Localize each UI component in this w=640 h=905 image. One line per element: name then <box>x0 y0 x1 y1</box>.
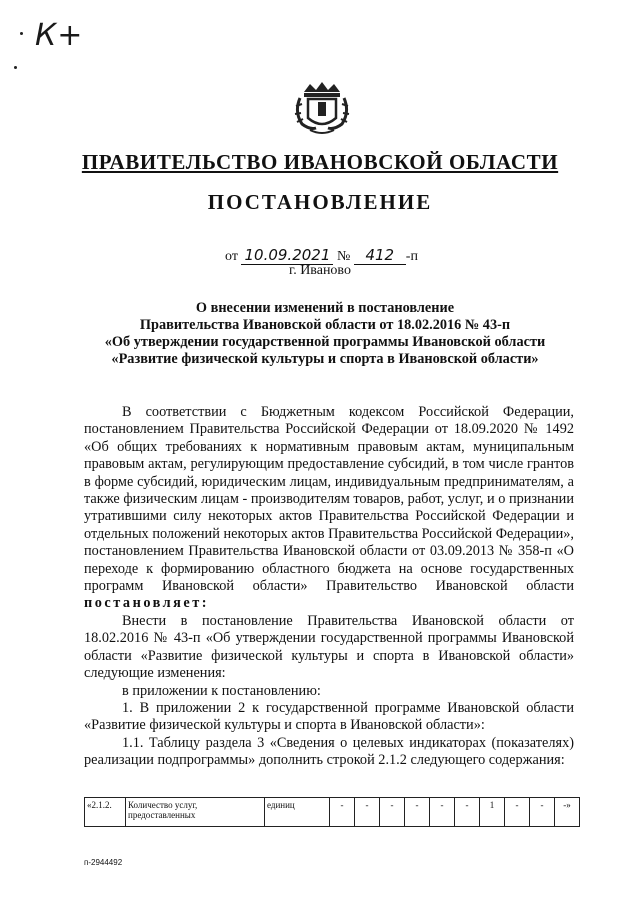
city: г. Иваново <box>289 263 351 278</box>
resolution-word: постановляет: <box>84 595 210 612</box>
paragraph: в приложении к постановлению: <box>122 682 321 699</box>
handwritten-mark: К+ <box>35 18 84 53</box>
number-label: № <box>336 249 351 264</box>
subject-line: Правительства Ивановской области от 18.02.2016 № 43-п <box>139 317 511 333</box>
government-title: ПРАВИТЕЛЬСТВО ИВАНОВСКОЙ ОБЛАСТИ <box>81 150 559 174</box>
subject-line: «Развитие физической культуры и спорта в Ивановской области» <box>111 351 539 367</box>
table-cell: «2.1.2. <box>85 798 126 827</box>
ink-dot <box>14 66 17 69</box>
table-cell: - <box>380 798 405 827</box>
paragraph: 1. В приложении 2 к государственной программе Ивановской области «Развитие физической культуры и спорта в Ивановской области»: <box>84 699 574 734</box>
document-type: ПОСТАНОВЛЕНИЕ <box>207 190 433 214</box>
table-cell: - <box>455 798 480 827</box>
table-cell: - <box>355 798 380 827</box>
subject-line: «Об утверждении государственной программы Ивановской области <box>104 334 546 350</box>
table-cell: Количество услуг, предоставленных <box>126 798 265 827</box>
date-prefix: от <box>225 249 238 264</box>
number-suffix: -п <box>405 249 418 264</box>
table-cell: - <box>505 798 530 827</box>
paragraph-text: В соответствии с Бюджетным кодексом Российской Федерации, постановлением Правительства Российской Федерации от 18.09.2020 № 1492 «Об общих требованиях к нормативным правовым актам, муниципальным правовым актам, регулирующим предоставление субсидий, в том числе грантов в форме субсидий, юридическим лицам, индивидуальным предпринимателям, а также физическим лицам - производителям товаров, работ, услуг, и о признании утратившими силу некоторых актов Правительства Российской Федерации и отдельных положений некоторых актов Правительства Российской Федерации», постановлением Правительства Ивановской области от 03.09.2013 № 358-п «О переходе к формированию областного бюджета на основе государственных программ Ивановской области» Правительство Ивановской области <box>84 404 574 595</box>
indicator-table <box>84 797 580 827</box>
table-cell: - <box>405 798 430 827</box>
footer-code: п-2944492 <box>84 858 123 867</box>
coat-of-arms-emblem <box>292 78 352 136</box>
paragraph <box>84 404 574 613</box>
handwritten-number: 412 <box>354 246 406 265</box>
paragraph: 1.1. Таблицу раздела 3 «Сведения о целевых индикаторах (показателях) реализации подпрограммы» дополнить строкой 2.1.2 следующего содержания: <box>84 734 574 769</box>
handwritten-date: 10.09.2021 <box>241 246 333 265</box>
subject-line: О внесении изменений в постановление <box>195 300 455 316</box>
table-cell: единиц <box>265 798 330 827</box>
table-cell: -» <box>555 798 580 827</box>
paragraph: Внести в постановление Правительства Ивановской области от 18.02.2016 № 43-п «Об утверждении государственной программы Ивановской области «Развитие физической культуры и спорта в Ивановской области» следующие изменения: <box>84 612 574 682</box>
document-subject <box>70 300 580 368</box>
ink-dot <box>20 32 23 35</box>
table-cell: 1 <box>480 798 505 827</box>
table-cell: - <box>530 798 555 827</box>
table-cell: - <box>430 798 455 827</box>
table-cell: - <box>330 798 355 827</box>
table-row <box>85 798 580 827</box>
document-body <box>84 404 574 770</box>
